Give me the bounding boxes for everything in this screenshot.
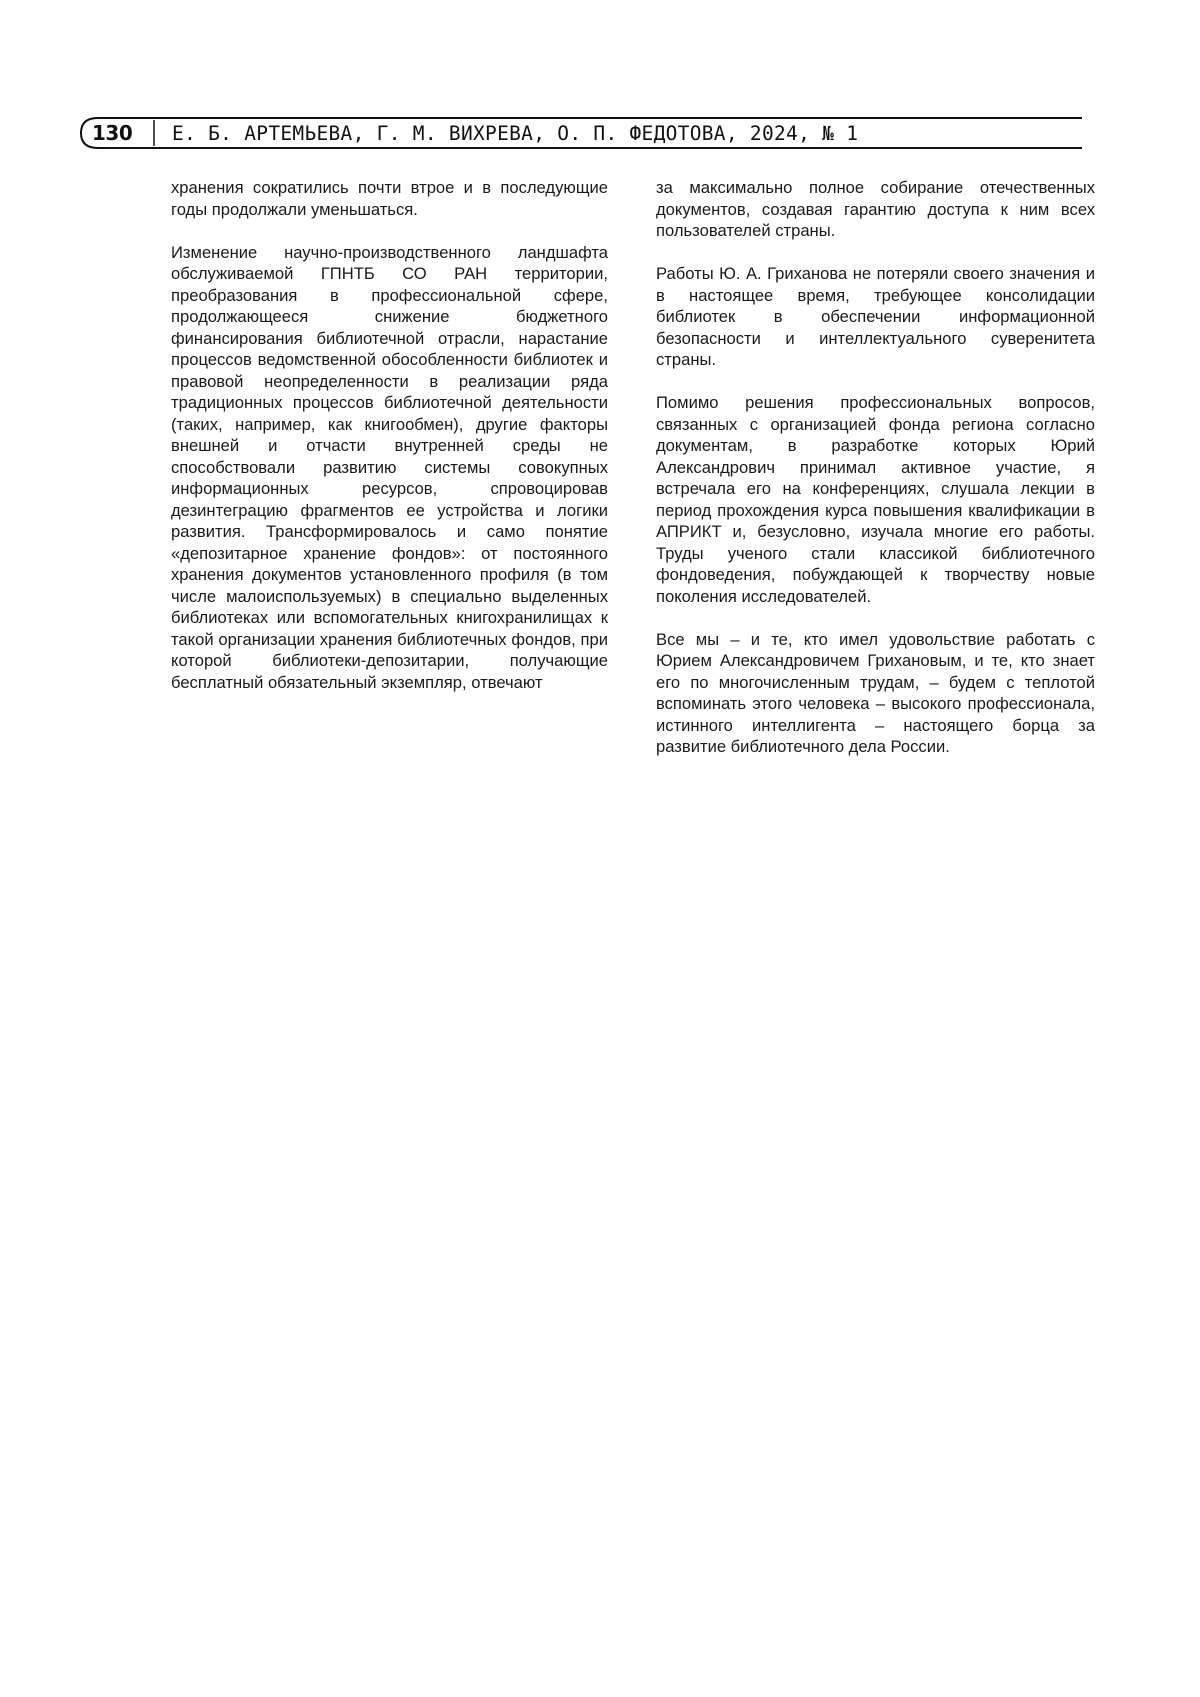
body-paragraph: за максимально полное собирание отечественных документов, создавая гарантию доступа к ним всех пользователей страны. (656, 177, 1095, 242)
body-paragraph: хранения сократились почти втрое и в последующие годы продолжали уменьшаться. (171, 177, 608, 220)
page-header (80, 117, 1082, 149)
body-paragraph: Все мы – и те, кто имел удовольствие работать с Юрием Александровичем Грихановым, и те, кто знает его по многочисленным трудам, – будем с теплотой вспоминать этого человека – высокого профессионала, истинного интеллигента – настоящего борца за развитие библиотечного дела России. (656, 629, 1095, 758)
right-column (656, 177, 1095, 779)
left-column (171, 177, 608, 715)
body-paragraph: Изменение научно-производственного ландшафта обслуживаемой ГПНТБ СО РАН территории, преобразования в профессиональной сфере, продолжающееся снижение бюджетного финансирования библиотечной отрасли, нарастание процессов ведомственной обособленности библиотек и правовой неопределенности в реализации ряда традиционных процессов библиотечной деятельности (таких, например, как книгообмен), другие факторы внешней и отчасти внутренней среды не способствовали развитию системы совокупных информационных ресурсов, спровоцировав дезинтеграцию фрагментов ее устройства и логики развития. Трансформировалось и само понятие «депозитарное хранение фондов»: от постоянного хранения документов установленного профиля (в том числе малоиспользуемых) в специально выделенных библиотеках или вспомогательных книгохранилищах к такой организации хранения библиотечных фондов, при которой библиотеки-депозитарии, получающие бесплатный обязательный экземпляр, отвечают (171, 242, 608, 694)
body-paragraph: Работы Ю. А. Гриханова не потеряли своего значения и в настоящее время, требующее консолидации библиотек в обеспечении информационной безопасности и интеллектуального суверенитета страны. (656, 263, 1095, 371)
running-head: Е. Б. АРТЕМЬЕВА, Г. М. ВИХРЕВА, О. П. ФЕДОТОВА, 2024, № 1 (172, 117, 858, 149)
body-paragraph: Помимо решения профессиональных вопросов, связанных с организацией фонда региона согласно документам, в разработке которых Юрий Александрович принимал активное участие, я встречала его на конференциях, слушала лекции в период прохождения курса повышения квалификации в АПРИКТ и, безусловно, изучала многие его работы. Труды ученого стали классикой библиотечного фондоведения, побуждающей к творчеству новые поколения исследователей. (656, 392, 1095, 607)
page-number: 130 (92, 117, 132, 149)
